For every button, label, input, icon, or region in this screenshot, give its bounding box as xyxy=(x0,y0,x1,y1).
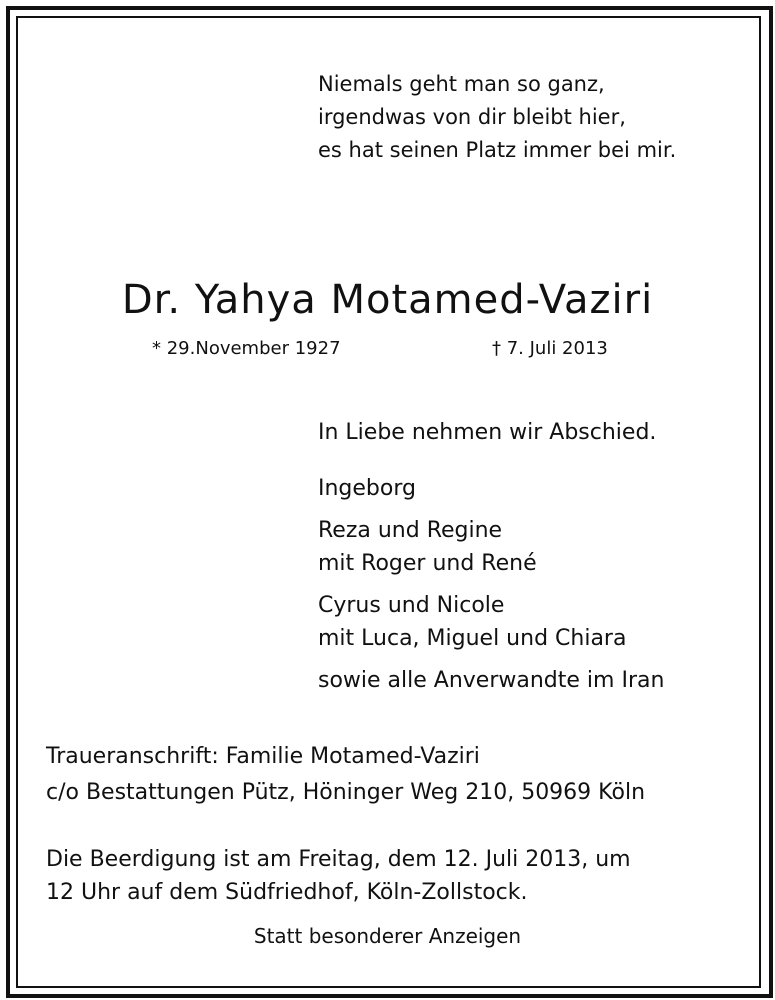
poem-line: Niemals geht man so ganz, xyxy=(318,72,605,96)
farewell-text: In Liebe nehmen wir Abschied. xyxy=(318,420,657,445)
address-line: Traueranschrift: Familie Motamed-Vaziri xyxy=(46,744,480,769)
mourner-group xyxy=(318,514,664,580)
poem-line: irgendwas von dir bleibt hier, xyxy=(318,105,626,129)
deceased-name: Dr. Yahya Motamed-Vaziri xyxy=(121,277,654,323)
poem xyxy=(318,68,676,167)
mourner-group xyxy=(318,589,664,655)
mourner-group xyxy=(318,664,664,697)
mourner-line: mit Luca, Miguel und Chiara xyxy=(318,626,627,651)
mourners-list xyxy=(318,472,664,706)
funeral-line: Die Beerdigung ist am Freitag, dem 12. Juli 2013, um xyxy=(46,847,631,872)
mourner-line: Reza und Regine xyxy=(318,518,503,543)
mourning-address xyxy=(46,739,645,811)
death-date: † 7. Juli 2013 xyxy=(492,338,608,359)
mourner-line: Cyrus und Nicole xyxy=(318,593,505,618)
poem-line: es hat seinen Platz immer bei mir. xyxy=(318,138,677,162)
notice-text: Statt besonderer Anzeigen xyxy=(253,924,522,948)
address-line: c/o Bestattungen Pütz, Höninger Weg 210, 50969 Köln xyxy=(46,780,646,805)
funeral-info xyxy=(46,843,631,909)
mourner-line: mit Roger und René xyxy=(318,551,537,576)
mourner-line: Ingeborg xyxy=(318,476,416,501)
mourner-group xyxy=(318,472,664,505)
birth-date: * 29.November 1927 xyxy=(152,338,341,359)
funeral-line: 12 Uhr auf dem Südfriedhof, Köln-Zollstock. xyxy=(46,880,528,905)
mourner-line: sowie alle Anverwandte im Iran xyxy=(318,668,665,693)
